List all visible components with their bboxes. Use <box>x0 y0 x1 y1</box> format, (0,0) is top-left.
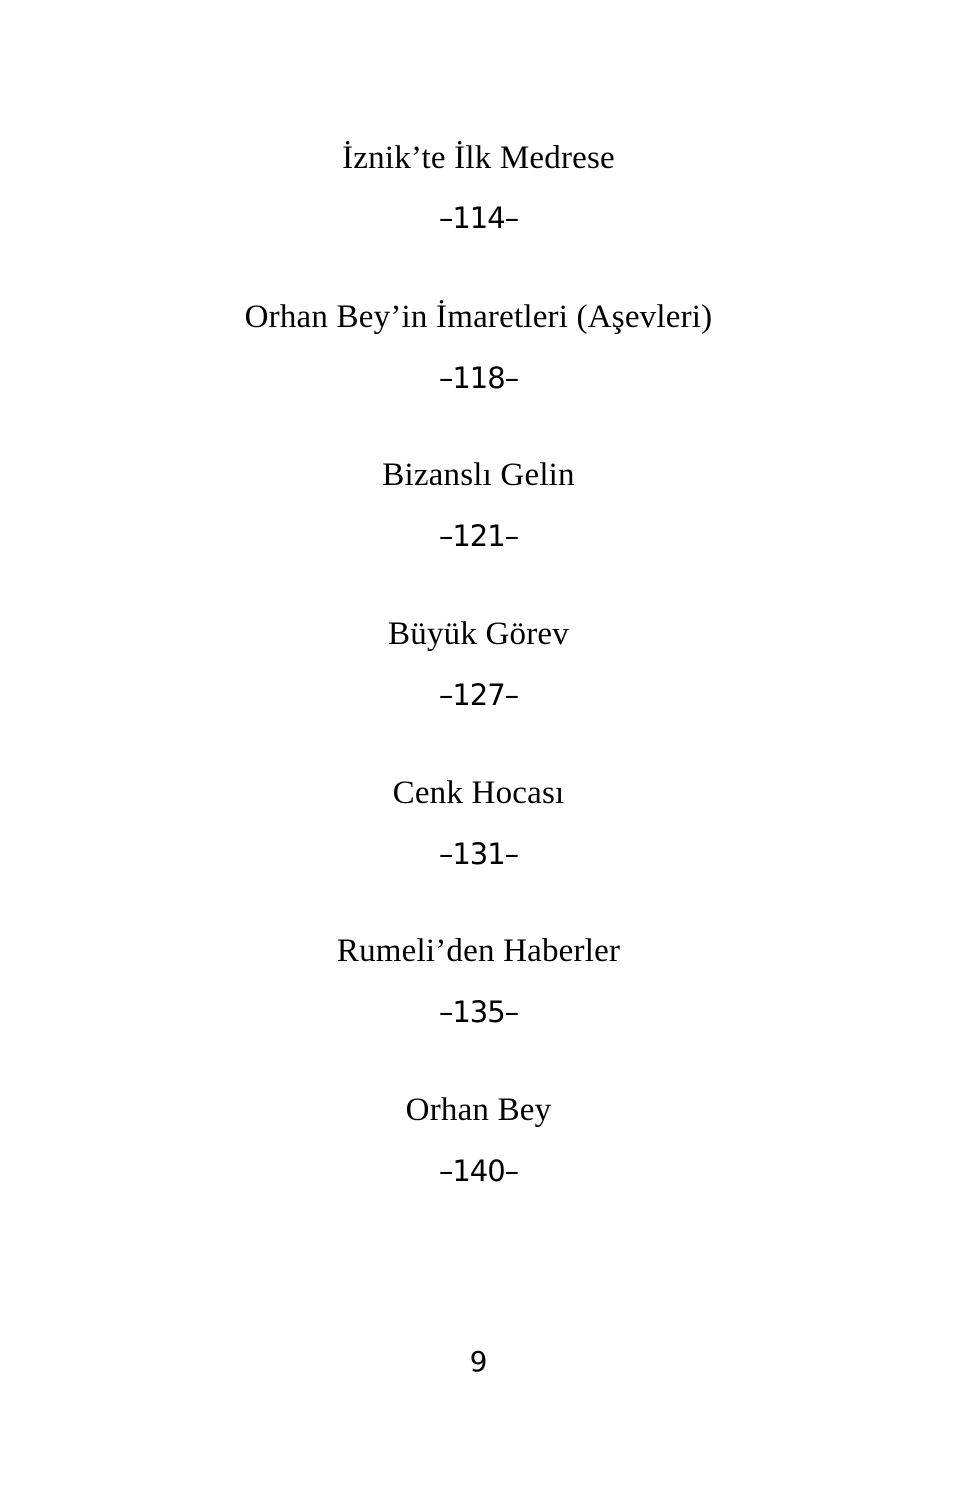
toc-entry-title: Orhan Bey <box>405 1092 552 1128</box>
toc-entry-page: –135– <box>438 995 519 1029</box>
toc-entry-title: Cenk Hocası <box>392 775 565 811</box>
toc-entry-page: –131– <box>438 837 519 871</box>
toc-entry-page: –121– <box>438 519 519 553</box>
toc-entry-page: –140– <box>438 1154 519 1188</box>
toc-entry-title: Bizanslı Gelin <box>382 457 575 493</box>
page-number: 9 <box>469 1345 488 1378</box>
toc-entry-title: Rumeli’den Haberler <box>336 933 621 969</box>
toc-entry-page: –114– <box>438 201 519 235</box>
toc-entry-title: Orhan Bey’in İmaretleri (Aşevleri) <box>244 299 713 335</box>
toc-entry-page: –127– <box>438 678 519 712</box>
toc-entry-page: –118– <box>438 361 519 395</box>
toc-entry-title: İznik’te İlk Medrese <box>342 140 615 176</box>
toc-entry-title: Büyük Görev <box>388 616 569 652</box>
